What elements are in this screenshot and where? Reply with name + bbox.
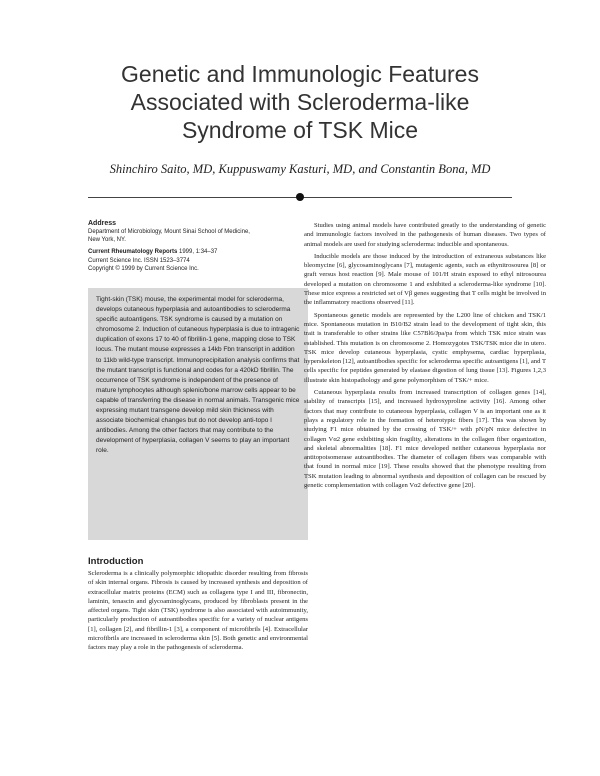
body-paragraph: Cutaneous hyperplasia results from increased transcription of collagen genes [14], stability of transcripts [15], and increased hydroxyproline activity [16]. Among other factors that may contribute to cutaneous hyperplasia, collagen V is an important one as it plays a regulatory role in the formation of heterotypic fibers [17]. This was shown by studying F1 mice obtained by the crossing of TSK/+ with pN/pN mice defective in collagen Vα2 gene exhibiting skin fragility, alterations in the collagen fiber organization, and skeletal abnormalities [18]. F1 mice developed neither cutaneous hyperplasia nor antitopoisomerase autoantibodies. The diameter of collagen fibers was comparable with that found in normal mice [19]. These results showed that the phenotype resulting from TSK mutation leading to abnormal synthesis and deposition of collagen can be rescued by genetic complementation with collagen Vα2 defective gene [20]. <box>304 389 546 490</box>
article-title <box>40 60 560 144</box>
journal-details: 1999, 1:34–37 <box>177 249 218 256</box>
address-line: Department of Microbiology, Mount Sinai School of Medicine, <box>88 229 250 235</box>
divider-dot-icon <box>296 193 304 201</box>
body-paragraph: Studies using animal models have contributed greatly to the understanding of genetic and immunologic factors involved in the pathogenesis of human diseases. Two types of animal models are used for studying scleroderma: inducible and spontaneous. <box>304 222 546 248</box>
body-paragraph: Inducible models are those induced by the introduction of extraneous substances like bleomycine [6], glycosaminoglycans [7], mutagenic agents, such as ethynitrosourea [8] or graft versus host reaction [9]. Male mouse of 101/H strain exposed to ethyl nitrosourea developed a mutation on chromosome 1 and exhibited a scleroderma-like syndrome [10]. These mice express a restricted set of Vβ genes suggesting that T cells might be involved in the inflammatory reactions observed [11]. <box>304 252 546 307</box>
title-line: Syndrome of TSK Mice <box>181 117 419 143</box>
address-heading: Address <box>88 220 117 227</box>
author-list: Shinchiro Saito, MD, Kuppuswamy Kasturi, MD, and Constantin Bona, MD <box>109 162 491 176</box>
copyright-line: Copyright © 1999 by Current Science Inc. <box>88 265 199 272</box>
journal-name: Current Rheumatology Reports <box>88 249 178 256</box>
right-column <box>304 221 546 493</box>
publisher-line: Current Science Inc. ISSN 1523–3774 <box>88 257 190 264</box>
abstract-text: Tight-skin (TSK) mouse, the experimental model for scleroderma, develops cutaneous hyperplasia and autoantibodies to scleroderma specific autoantigens. TSK syndrome is caused by a mutation on chromosome 2. Induction of cutaneous hyperplasia is due to intragenic duplication of exons 17 to 40 of fibrillin-1 gene, mapping close to TSK locus. The mutant mouse expresses a 14kb Fbn transcript in addition to 11kb wild-type transcript. Immunoprecipitation analysis confirms that the mutant transcript is functional and codes for a 420kD fibrillin. The occurrence of TSK syndrome is independent of the presence of mature lymphocytes although splenic/bone marrow cells appear to be capable of transferring the disease in normal animals. Transgenic mice expressing mutant transgene develop mild skin thickness with associate biochemical changes but do not develop anti-topo I antibodies. Among the other factors that may contribute to the development of hyperplasia, collagen V seems to play an important role. <box>96 296 300 455</box>
body-paragraph: Spontaneous genetic models are represented by the L200 line of chicken and TSK/1 mice. Spontaneous mutation in B10/B2 strain lead to the development of tight skin, this trait is transferable to other strains like C57Bl6/Jpa/pa from which TSK mice strain was established. This mutation is on chromosome 2. Homozygotes TSK/TSK mice die in utero. TSK mice develop cutaneous hyperplasia, cystic emphysema, cardiac hyperplasia, hyperskeleton [12], autoantibodies specific for scleroderma specific autoantigens [1], and T cells specific for peptides generated by elastase digestion of lung tissue [13]. Figures 1,2,3 illustrate skin histopathology and gene polymorphism of TSK/+ mice. <box>304 311 546 384</box>
introduction-heading: Introduction <box>88 556 144 567</box>
title-line: Associated with Scleroderma-like <box>130 89 470 115</box>
address-block <box>88 219 308 273</box>
address-line: New York, NY. <box>88 237 126 244</box>
title-line: Genetic and Immunologic Features <box>121 61 479 87</box>
introduction-text: Scleroderma is a clinically polymorphic idiopathic disorder resulting from fibrosis of skin internal organs. Fibrosis is caused by increased synthesis and deposition of extracellular matrix proteins (ECM) such as collagens type I and III, fibronectin, laminin, tenascin and glycoaminoglycans, produced by fibroblasts present in the affected organs. Tight skin (TSK) syndrome is also associated with autoimmunity, particularly production of autoantibodies specific for a variety of nuclear antigens [1], collagen [2], and fibrillin-1 [3], a component of microfibrils [4]. Extracellular microfibrils are increased in scleroderma skin [5]. Both genetic and environmental factors may play a role in the pathogenesis of scleroderma. <box>88 570 308 652</box>
journal-citation <box>88 248 308 256</box>
